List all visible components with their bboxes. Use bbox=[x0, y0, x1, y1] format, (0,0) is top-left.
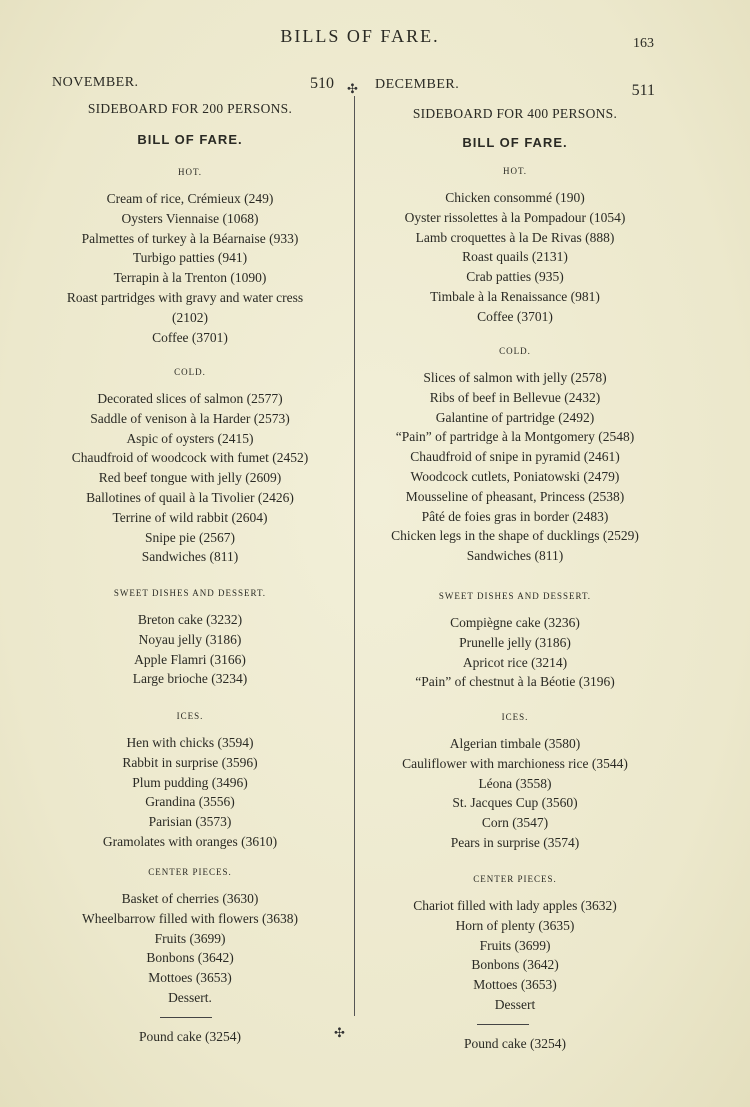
menu-item: Snipe pie (2567) bbox=[145, 529, 235, 545]
column-divider bbox=[354, 96, 355, 1016]
menu-item: Mousseline of pheasant, Princess (2538) bbox=[405, 488, 625, 504]
bill-of-fare-heading: BILL OF FARE. bbox=[137, 132, 243, 147]
menu-item: Horn of plenty (3635) bbox=[455, 917, 575, 933]
section-heading: COLD. bbox=[174, 367, 206, 377]
menu-item: Large brioche (3234) bbox=[132, 671, 248, 687]
menu-item: “Pain” of partridge à la Montgomery (2548) bbox=[395, 429, 635, 445]
menu-item: Galantine of partridge (2492) bbox=[435, 409, 595, 425]
menu-item: Terrapin à la Trenton (1090) bbox=[113, 270, 267, 286]
menu-item: Apricot rice (3214) bbox=[462, 654, 568, 670]
section-center-pieces bbox=[365, 874, 665, 1015]
menu-item: Terrine of wild rabbit (2604) bbox=[112, 509, 268, 525]
menu-item: Fruits (3699) bbox=[479, 937, 551, 953]
menu-number: 511 bbox=[631, 82, 655, 99]
section-heading: ICES. bbox=[501, 712, 529, 722]
menu-item: Ballotines of quail à la Tivolier (2426) bbox=[86, 489, 294, 505]
menu-item: Chicken consommé (190) bbox=[445, 190, 585, 205]
menu-item: Palmettes of turkey à la Béarnaise (933) bbox=[81, 230, 299, 246]
menu-item: Roast partridges with gravy and water cress bbox=[66, 289, 304, 305]
footer-item: Pound cake (3254) bbox=[464, 1036, 566, 1051]
menu-item: Rabbit in surprise (3596) bbox=[122, 754, 258, 770]
menu-number: 510 bbox=[310, 75, 334, 92]
section-heading: SWEET DISHES AND DESSERT. bbox=[113, 588, 267, 598]
section-heading: CENTER PIECES. bbox=[473, 874, 557, 884]
menu-item: St. Jacques Cup (3560) bbox=[452, 795, 578, 811]
menu-item: Noyau jelly (3186) bbox=[138, 631, 242, 647]
menu-item: Saddle of venison à la Harder (2573) bbox=[90, 410, 290, 426]
page-header-title: BILLS OF FARE. bbox=[280, 26, 440, 46]
menu-subtitle: SIDEBOARD FOR 200 PERSONS. bbox=[87, 101, 293, 116]
menu-item: “Pain” of chestnut à la Béotie (3196) bbox=[415, 674, 615, 690]
menu-column-november bbox=[40, 0, 340, 1107]
menu-item: Corn (3547) bbox=[481, 815, 549, 831]
section-sweet-dishes bbox=[40, 588, 340, 689]
menu-item: Coffee (3701) bbox=[152, 329, 228, 345]
menu-item: Lamb croquettes à la De Rivas (888) bbox=[415, 229, 615, 245]
section-heading: CENTER PIECES. bbox=[148, 867, 232, 877]
menu-item: Chariot filled with lady apples (3632) bbox=[413, 898, 617, 913]
menu-item: Chaudfroid of snipe in pyramid (2461) bbox=[410, 449, 620, 465]
menu-item: Ribs of beef in Bellevue (2432) bbox=[429, 389, 601, 405]
section-heading: HOT. bbox=[177, 167, 203, 177]
footer-rule bbox=[477, 1024, 529, 1025]
section-hot bbox=[365, 166, 665, 327]
menu-item: Slices of salmon with jelly (2578) bbox=[423, 370, 607, 385]
menu-item: Wheelbarrow filled with flowers (3638) bbox=[82, 910, 298, 926]
menu-item: Prunelle jelly (3186) bbox=[459, 634, 571, 650]
menu-item: Pâté de foies gras in border (2483) bbox=[421, 508, 609, 524]
menu-subtitle: SIDEBOARD FOR 400 PERSONS. bbox=[412, 106, 618, 121]
menu-item: Aspic of oysters (2415) bbox=[126, 430, 254, 446]
menu-item: Parisian (3573) bbox=[148, 814, 232, 830]
menu-item: Breton cake (3232) bbox=[137, 612, 243, 627]
month-label: DECEMBER. bbox=[375, 77, 460, 92]
menu-item: Red beef tongue with jelly (2609) bbox=[98, 470, 282, 486]
bill-of-fare-heading: BILL OF FARE. bbox=[462, 135, 568, 150]
cross-ornament-top: ✣ bbox=[347, 82, 358, 97]
menu-item: Sandwiches (811) bbox=[466, 548, 564, 564]
menu-item: Turbigo patties (941) bbox=[132, 250, 248, 266]
menu-item: Oysters Viennaise (1068) bbox=[121, 210, 259, 226]
month-label: NOVEMBER. bbox=[52, 75, 139, 90]
menu-item: Chicken legs in the shape of ducklings (2529) bbox=[391, 528, 639, 544]
section-cold bbox=[365, 346, 665, 566]
menu-item: Coffee (3701) bbox=[477, 308, 553, 324]
menu-item: Cauliflower with marchioness rice (3544) bbox=[402, 755, 628, 771]
menu-item: Bonbons (3642) bbox=[146, 950, 234, 966]
menu-item: (2102) bbox=[172, 309, 208, 325]
section-heading: COLD. bbox=[499, 346, 531, 356]
menu-item: Fruits (3699) bbox=[154, 930, 226, 946]
section-ices bbox=[40, 711, 340, 852]
menu-item: Algerian timbale (3580) bbox=[449, 736, 581, 751]
footer-rule bbox=[160, 1017, 212, 1018]
footer-item: Pound cake (3254) bbox=[139, 1029, 241, 1044]
menu-item: Bonbons (3642) bbox=[471, 957, 559, 973]
menu-item: Sandwiches (811) bbox=[141, 549, 239, 565]
menu-item: Basket of cherries (3630) bbox=[121, 891, 259, 906]
menu-column-december bbox=[365, 0, 665, 1107]
menu-item: Dessert. bbox=[168, 989, 212, 1005]
menu-item: Plum pudding (3496) bbox=[132, 774, 248, 790]
menu-item: Hen with chicks (3594) bbox=[126, 735, 254, 750]
menu-item: Mottoes (3653) bbox=[148, 970, 232, 986]
menu-item: Léona (3558) bbox=[478, 775, 552, 791]
section-heading: ICES. bbox=[176, 711, 204, 721]
section-center-pieces bbox=[40, 867, 340, 1008]
menu-item: Gramolates with oranges (3610) bbox=[102, 833, 278, 849]
menu-item: Apple Flamri (3166) bbox=[134, 651, 246, 667]
section-heading: SWEET DISHES AND DESSERT. bbox=[438, 591, 592, 601]
menu-item: Woodcock cutlets, Poniatowski (2479) bbox=[410, 468, 620, 484]
menu-item: Grandina (3556) bbox=[145, 794, 235, 810]
page-number: 163 bbox=[633, 36, 654, 51]
section-ices bbox=[365, 712, 665, 853]
menu-item: Chaudfroid of woodcock with fumet (2452) bbox=[71, 450, 309, 466]
section-cold bbox=[40, 367, 340, 567]
section-heading: HOT. bbox=[502, 166, 528, 176]
menu-item: Crab patties (935) bbox=[466, 269, 564, 285]
section-hot bbox=[40, 167, 340, 347]
cross-ornament-bottom: ✣ bbox=[334, 1026, 345, 1041]
menu-item: Timbale à la Renaissance (981) bbox=[430, 288, 600, 304]
menu-item: Dessert bbox=[494, 996, 536, 1012]
menu-item: Roast quails (2131) bbox=[462, 249, 568, 265]
menu-item: Cream of rice, Crémieux (249) bbox=[106, 191, 274, 206]
menu-item: Pears in surprise (3574) bbox=[450, 834, 580, 850]
menu-item: Oyster rissolettes à la Pompadour (1054) bbox=[404, 209, 626, 225]
section-sweet-dishes bbox=[365, 591, 665, 692]
menu-item: Mottoes (3653) bbox=[473, 977, 557, 993]
menu-item: Compiègne cake (3236) bbox=[450, 615, 580, 630]
menu-item: Decorated slices of salmon (2577) bbox=[97, 391, 283, 406]
